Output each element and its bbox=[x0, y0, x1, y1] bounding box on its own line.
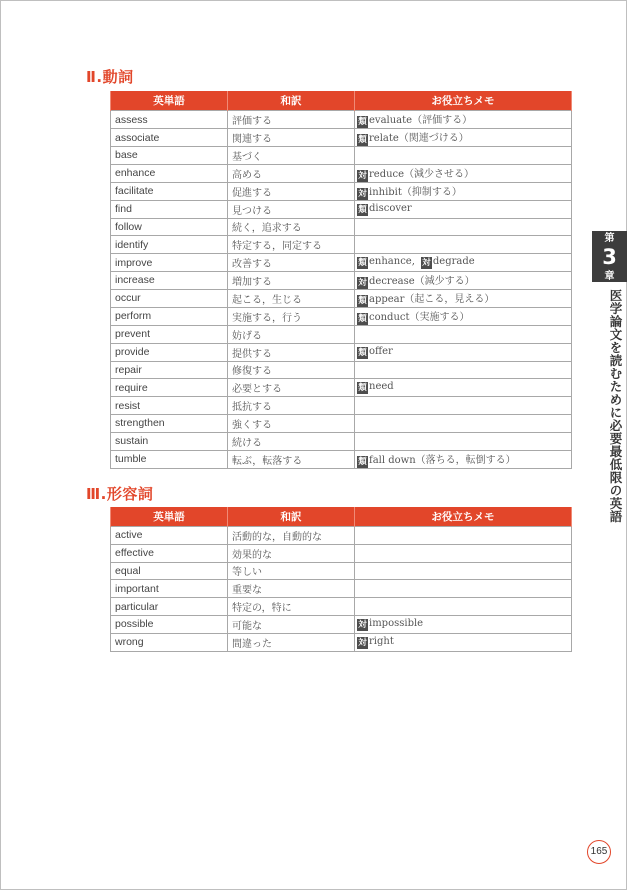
adjectives-table-body bbox=[111, 527, 572, 652]
synonym-tag: 類 bbox=[358, 258, 367, 269]
memo-cell bbox=[355, 544, 572, 562]
column-header-translation: 和訳 bbox=[228, 507, 355, 527]
memo-text: fall down（落ちる，転倒する） bbox=[369, 454, 516, 466]
translation-cell: 基づく bbox=[228, 147, 355, 165]
memo-cell bbox=[355, 361, 572, 379]
english-word-cell: particular bbox=[111, 598, 228, 616]
synonym-tag: 類 bbox=[358, 313, 367, 324]
memo-cell bbox=[355, 218, 572, 236]
chapter-tab-suffix: 章 bbox=[604, 271, 615, 282]
memo-cell bbox=[355, 343, 572, 361]
english-word-cell: assess bbox=[111, 111, 228, 129]
table-row bbox=[111, 343, 572, 361]
english-word-cell: possible bbox=[111, 615, 228, 633]
table-row bbox=[111, 147, 572, 165]
synonym-tag: 類 bbox=[358, 456, 367, 467]
translation-cell: 評価する bbox=[228, 111, 355, 129]
translation-cell: 妨げる bbox=[228, 325, 355, 343]
english-word-cell: provide bbox=[111, 343, 228, 361]
memo-cell bbox=[355, 379, 572, 397]
memo-cell bbox=[355, 580, 572, 598]
chapter-tab-number: 3 bbox=[602, 245, 617, 269]
translation-cell: 続ける bbox=[228, 432, 355, 450]
memo-cell bbox=[355, 200, 572, 218]
translation-cell: 起こる，生じる bbox=[228, 289, 355, 307]
page-number: 165 bbox=[587, 840, 611, 864]
memo-cell bbox=[355, 615, 572, 633]
translation-cell: 特定の，特に bbox=[228, 598, 355, 616]
english-word-cell: base bbox=[111, 147, 228, 165]
english-word-cell: tumble bbox=[111, 450, 228, 468]
english-word-cell: occur bbox=[111, 289, 228, 307]
antonym-tag: 対 bbox=[422, 258, 431, 269]
translation-cell: 関連する bbox=[228, 129, 355, 147]
memo-text: reduce（減少させる） bbox=[369, 168, 475, 180]
table-row bbox=[111, 164, 572, 182]
english-word-cell: prevent bbox=[111, 325, 228, 343]
memo-cell bbox=[355, 164, 572, 182]
chapter-title: 医学論文を読むために必要最低限の英語 bbox=[608, 289, 623, 523]
english-word-cell: follow bbox=[111, 218, 228, 236]
table-row bbox=[111, 111, 572, 129]
table-row bbox=[111, 397, 572, 415]
memo-cell bbox=[355, 182, 572, 200]
english-word-cell: enhance bbox=[111, 164, 228, 182]
memo-cell bbox=[355, 562, 572, 580]
english-word-cell: facilitate bbox=[111, 182, 228, 200]
memo-text: discover bbox=[369, 202, 412, 214]
translation-cell: 転ぶ，転落する bbox=[228, 450, 355, 468]
table-row bbox=[111, 236, 572, 254]
translation-cell: 等しい bbox=[228, 562, 355, 580]
english-word-cell: require bbox=[111, 379, 228, 397]
table-row bbox=[111, 562, 572, 580]
memo-text: appear（起こる，見える） bbox=[369, 293, 495, 305]
memo-cell bbox=[355, 397, 572, 415]
translation-cell: 活動的な，自動的な bbox=[228, 527, 355, 545]
synonym-tag: 類 bbox=[358, 204, 367, 215]
memo-cell bbox=[355, 289, 572, 307]
synonym-tag: 類 bbox=[358, 383, 367, 394]
memo-text: offer bbox=[369, 345, 393, 357]
english-word-cell: sustain bbox=[111, 432, 228, 450]
antonym-tag: 対 bbox=[358, 170, 367, 181]
synonym-tag: 類 bbox=[358, 117, 367, 127]
memo-text: degrade bbox=[432, 256, 475, 268]
memo-cell bbox=[355, 307, 572, 325]
table-row bbox=[111, 129, 572, 147]
synonym-tag: 類 bbox=[358, 295, 367, 306]
translation-cell: 修復する bbox=[228, 361, 355, 379]
english-word-cell: active bbox=[111, 527, 228, 545]
translation-cell: 必要とする bbox=[228, 379, 355, 397]
table-row bbox=[111, 580, 572, 598]
translation-cell: 重要な bbox=[228, 580, 355, 598]
table-row bbox=[111, 182, 572, 200]
table-row bbox=[111, 450, 572, 468]
verbs-table-body bbox=[111, 111, 572, 469]
translation-cell: 高める bbox=[228, 164, 355, 182]
table-row bbox=[111, 325, 572, 343]
memo-text: relate（関連づける） bbox=[369, 133, 469, 144]
memo-text: right bbox=[369, 635, 394, 647]
column-header-english: 英単語 bbox=[111, 507, 228, 527]
table-row bbox=[111, 414, 572, 432]
memo-cell bbox=[355, 450, 572, 468]
memo-text: impossible bbox=[369, 617, 424, 629]
translation-cell: 特定する，同定する bbox=[228, 236, 355, 254]
english-word-cell: increase bbox=[111, 271, 228, 289]
chapter-tab-prefix: 第 bbox=[604, 233, 615, 244]
memo-cell bbox=[355, 254, 572, 272]
english-word-cell: perform bbox=[111, 307, 228, 325]
english-word-cell: repair bbox=[111, 361, 228, 379]
section-heading-adjectives: Ⅲ.形容詞 bbox=[86, 485, 154, 503]
memo-cell bbox=[355, 111, 572, 129]
english-word-cell: find bbox=[111, 200, 228, 218]
english-word-cell: improve bbox=[111, 254, 228, 272]
table-row bbox=[111, 200, 572, 218]
memo-cell bbox=[355, 147, 572, 165]
memo-cell bbox=[355, 271, 572, 289]
memo-text: inhibit（抑制する） bbox=[369, 186, 462, 198]
table-row bbox=[111, 432, 572, 450]
translation-cell: 見つける bbox=[228, 200, 355, 218]
table-header-row bbox=[111, 91, 572, 111]
translation-cell: 可能な bbox=[228, 615, 355, 633]
memo-cell bbox=[355, 236, 572, 254]
table-row bbox=[111, 307, 572, 325]
antonym-tag: 対 bbox=[358, 277, 367, 288]
english-word-cell: wrong bbox=[111, 633, 228, 651]
column-header-memo: お役立ちメモ bbox=[355, 91, 572, 111]
memo-text: need bbox=[369, 381, 394, 393]
adjectives-table bbox=[110, 507, 572, 652]
antonym-tag: 対 bbox=[358, 188, 367, 199]
table-row bbox=[111, 544, 572, 562]
chapter-tab bbox=[592, 231, 627, 282]
translation-cell: 続く，追求する bbox=[228, 218, 355, 236]
table-row bbox=[111, 361, 572, 379]
memo-cell bbox=[355, 633, 572, 651]
translation-cell: 増加する bbox=[228, 271, 355, 289]
memo-text: enhance, bbox=[369, 256, 415, 268]
verbs-table bbox=[110, 91, 572, 469]
memo-cell bbox=[355, 325, 572, 343]
synonym-tag: 類 bbox=[358, 347, 367, 358]
column-header-memo: お役立ちメモ bbox=[355, 507, 572, 527]
translation-cell: 改善する bbox=[228, 254, 355, 272]
memo-cell bbox=[355, 527, 572, 545]
memo-text: decrease（減少する） bbox=[369, 275, 475, 287]
table-row bbox=[111, 633, 572, 651]
translation-cell: 効果的な bbox=[228, 544, 355, 562]
translation-cell: 抵抗する bbox=[228, 397, 355, 415]
synonym-tag: 類 bbox=[358, 135, 367, 145]
translation-cell: 促進する bbox=[228, 182, 355, 200]
table-row bbox=[111, 379, 572, 397]
memo-cell bbox=[355, 432, 572, 450]
translation-cell: 提供する bbox=[228, 343, 355, 361]
english-word-cell: equal bbox=[111, 562, 228, 580]
memo-text: evaluate（評価する） bbox=[369, 115, 473, 126]
table-row bbox=[111, 254, 572, 272]
table-row bbox=[111, 271, 572, 289]
table-row bbox=[111, 527, 572, 545]
translation-cell: 間違った bbox=[228, 633, 355, 651]
table-row bbox=[111, 218, 572, 236]
table-row bbox=[111, 598, 572, 616]
column-header-english: 英単語 bbox=[111, 91, 228, 111]
table-row bbox=[111, 289, 572, 307]
english-word-cell: effective bbox=[111, 544, 228, 562]
english-word-cell: strengthen bbox=[111, 414, 228, 432]
english-word-cell: associate bbox=[111, 129, 228, 147]
antonym-tag: 対 bbox=[358, 619, 367, 630]
memo-cell bbox=[355, 129, 572, 147]
column-header-translation: 和訳 bbox=[228, 91, 355, 111]
table-row bbox=[111, 615, 572, 633]
memo-text: conduct（実施する） bbox=[369, 311, 470, 323]
english-word-cell: resist bbox=[111, 397, 228, 415]
english-word-cell: identify bbox=[111, 236, 228, 254]
antonym-tag: 対 bbox=[358, 637, 367, 648]
table-header-row bbox=[111, 507, 572, 527]
english-word-cell: important bbox=[111, 580, 228, 598]
memo-cell bbox=[355, 598, 572, 616]
memo-cell bbox=[355, 414, 572, 432]
section-heading-verbs: Ⅱ.動詞 bbox=[86, 68, 134, 86]
translation-cell: 強くする bbox=[228, 414, 355, 432]
translation-cell: 実施する，行う bbox=[228, 307, 355, 325]
